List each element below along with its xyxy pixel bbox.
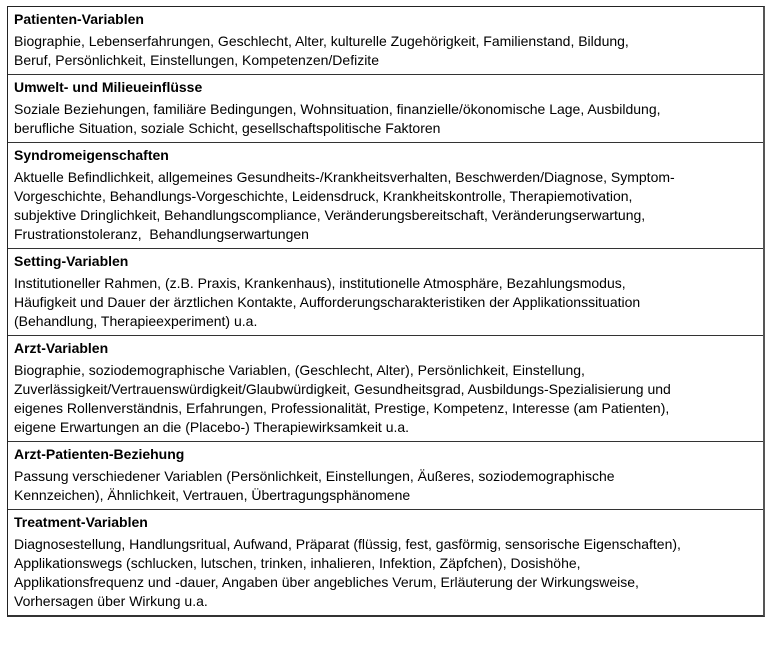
section-title: Arzt-Variablen <box>14 340 109 356</box>
section-arzt-patienten-beziehung <box>8 442 763 510</box>
section-body <box>14 168 757 244</box>
section-body <box>14 361 757 437</box>
section-line: Institutioneller Rahmen, (z.B. Praxis, Krankenhaus), institutionelle Atmosphäre, Bezahlungsmodus, <box>14 275 626 291</box>
section-umwelt-milieu <box>8 75 763 143</box>
section-line: Passung verschiedener Variablen (Persönlichkeit, Einstellungen, Äußeres, soziodemographische <box>14 468 615 484</box>
section-title: Umwelt- und Milieueinflüsse <box>14 79 203 95</box>
section-line: Vorhersagen über Wirkung u.a. <box>14 593 208 609</box>
section-line: Zuverlässigkeit/Vertrauenswürdigkeit/Glaubwürdigkeit, Gesundheitsgrad, Ausbildungs-Spezialisierung und <box>14 381 671 397</box>
section-line: Frustrationstoleranz, Behandlungserwartungen <box>14 226 309 242</box>
section-body <box>14 32 757 70</box>
section-treatment-variablen <box>8 510 763 615</box>
section-body <box>14 100 757 138</box>
section-title: Setting-Variablen <box>14 253 129 269</box>
section-line: berufliche Situation, soziale Schicht, gesellschaftspolitische Faktoren <box>14 120 441 136</box>
section-line: Diagnosestellung, Handlungsritual, Aufwand, Präparat (flüssig, fest, gasförmig, sensorische Eigenschaften), <box>14 536 681 552</box>
section-setting-variablen <box>8 249 763 336</box>
section-line: eigene Erwartungen an die (Placebo-) Therapiewirksamkeit u.a. <box>14 419 410 435</box>
section-body <box>14 274 757 331</box>
section-line: subjektive Dringlichkeit, Behandlungscompliance, Veränderungsbereitschaft, Veränderungserwartung, <box>14 207 646 223</box>
section-body <box>14 535 757 611</box>
section-line: eigenes Rollenverständnis, Erfahrungen, Professionalität, Prestige, Kompetenz, Interesse (am Patienten), <box>14 400 670 416</box>
section-line: Vorgeschichte, Behandlungs-Vorgeschichte, Leidensdruck, Krankheitskontrolle, Therapiemotivation, <box>14 188 633 204</box>
section-title: Arzt-Patienten-Beziehung <box>14 446 185 462</box>
section-line: Soziale Beziehungen, familiäre Bedingungen, Wohnsituation, finanzielle/ökonomische Lage, Ausbildung, <box>14 101 661 117</box>
section-line: Aktuelle Befindlichkeit, allgemeines Gesundheits-/Krankheitsverhalten, Beschwerden/Diagnose, Symptom- <box>14 169 675 185</box>
section-line: Häufigkeit und Dauer der ärztlichen Kontakte, Aufforderungscharakteristiken der Applikationssituation <box>14 294 641 310</box>
variables-table <box>7 6 765 617</box>
section-line: Biographie, Lebenserfahrungen, Geschlecht, Alter, kulturelle Zugehörigkeit, Familienstand, Bildung, <box>14 33 629 49</box>
section-line: Applikationsfrequenz und -dauer, Angaben über angebliches Verum, Erläuterung der Wirkungsweise, <box>14 574 639 590</box>
section-syndromeigenschaften <box>8 143 763 249</box>
section-patienten-variablen <box>8 7 763 75</box>
section-title: Syndromeigenschaften <box>14 147 169 163</box>
section-body <box>14 467 757 505</box>
section-line: Applikationswegs (schlucken, lutschen, trinken, inhalieren, Infektion, Zäpfchen), Dosishöhe, <box>14 555 581 571</box>
section-title: Patienten-Variablen <box>14 11 144 27</box>
section-line: Beruf, Persönlichkeit, Einstellungen, Kompetenzen/Defizite <box>14 52 379 68</box>
section-title: Treatment-Variablen <box>14 514 148 530</box>
section-line: (Behandlung, Therapieexperiment) u.a. <box>14 313 258 329</box>
section-arzt-variablen <box>8 336 763 442</box>
section-line: Biographie, soziodemographische Variablen, (Geschlecht, Alter), Persönlichkeit, Einstellung, <box>14 362 585 378</box>
section-line: Kennzeichen), Ähnlichkeit, Vertrauen, Übertragungsphänomene <box>14 487 411 503</box>
